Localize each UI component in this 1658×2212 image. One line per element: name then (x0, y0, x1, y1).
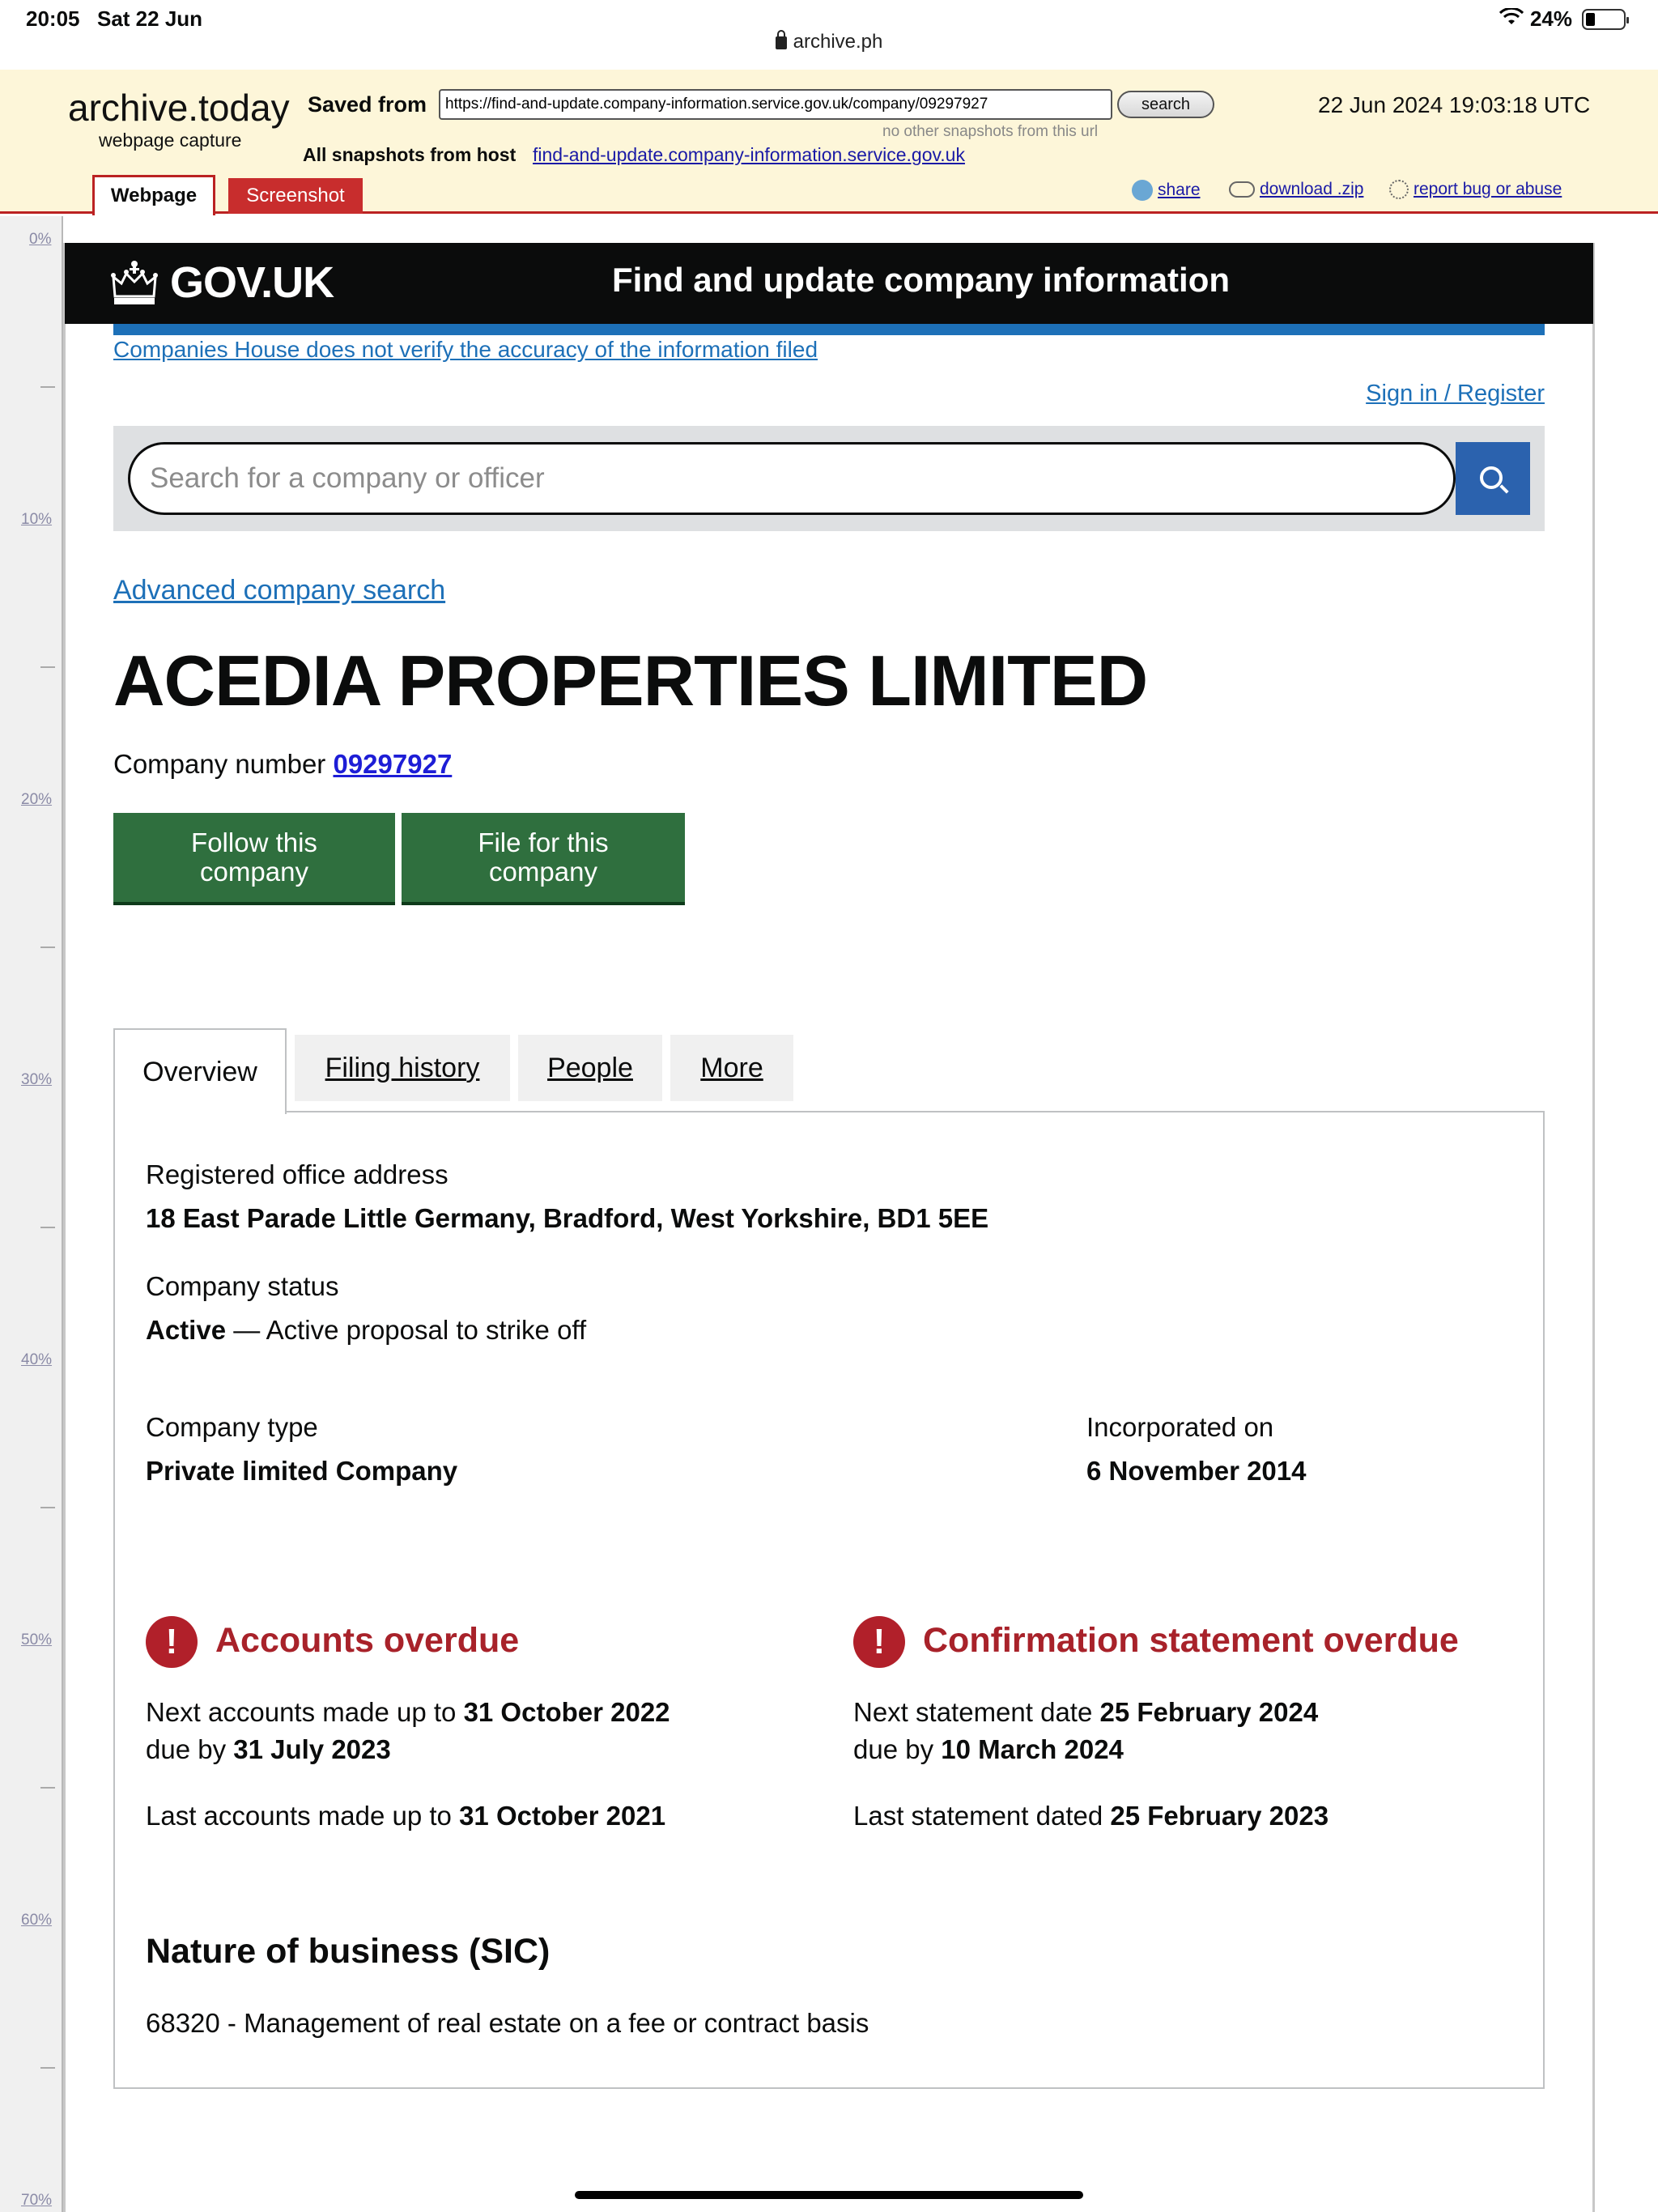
confirmation-next-date: 25 February 2024 (1099, 1697, 1319, 1727)
company-number-link[interactable]: 09297927 (333, 749, 453, 779)
header-blue-bar (113, 324, 1545, 335)
accounts-overdue-heading: Accounts overdue (215, 1621, 520, 1660)
follow-button-label: Follow this company (191, 827, 317, 887)
confirmation-last-label: Last statement dated (853, 1801, 1111, 1831)
status-row (146, 1315, 586, 1346)
status-indicators (1499, 6, 1626, 32)
accounts-next-date: 31 October 2022 (463, 1697, 670, 1727)
address-label: Registered office address (146, 1159, 449, 1189)
confirmation-due-label: due by (853, 1734, 942, 1764)
scroll-ruler (0, 216, 63, 2212)
share-label: share (1158, 181, 1201, 199)
accounts-next-label: Next accounts made up to (146, 1697, 464, 1727)
ruler-mark[interactable]: 70% (21, 2192, 53, 2209)
search-icon (1480, 466, 1503, 489)
host-link[interactable]: find-and-update.company-information.service.gov.uk (533, 144, 965, 165)
share-link[interactable] (1132, 180, 1201, 201)
ruler-tick (40, 1507, 55, 1508)
home-indicator[interactable] (575, 2191, 1083, 2199)
ruler-mark[interactable]: 60% (21, 1912, 53, 1929)
tab-filing-history[interactable]: Filing history (295, 1035, 510, 1101)
no-snapshots-note: no other snapshots from this url (882, 123, 1099, 140)
cloud-download-icon (1229, 181, 1255, 198)
confirmation-last (853, 1797, 1329, 1835)
all-snapshots-label: All snapshots from host (303, 144, 517, 165)
saved-url-input[interactable] (439, 89, 1112, 120)
ruler-tick (40, 1787, 55, 1789)
ruler-tick (40, 1227, 55, 1228)
warning-icon: ! (146, 1616, 198, 1668)
page-title: ACEDIA PROPERTIES LIMITED (113, 640, 1148, 721)
file-button-label: File for this company (478, 827, 609, 887)
report-label: report bug or abuse (1414, 180, 1562, 198)
incorporated-value: 6 November 2014 (1086, 1456, 1307, 1486)
battery-icon (1582, 9, 1626, 30)
confirmation-next (853, 1694, 1318, 1768)
confirmation-last-date: 25 February 2023 (1110, 1801, 1329, 1831)
ruler-mark[interactable]: 40% (21, 1351, 53, 1368)
wifi-icon (1499, 6, 1524, 32)
status-label: Company status (146, 1271, 339, 1301)
ruler-mark[interactable]: 10% (21, 511, 53, 528)
report-link[interactable] (1389, 180, 1562, 199)
ruler-mark[interactable]: 30% (21, 1071, 53, 1088)
govuk-header (65, 243, 1593, 324)
capture-date: 22 Jun 2024 19:03:18 UTC (1318, 92, 1591, 117)
accounts-last-date: 31 October 2021 (459, 1801, 666, 1831)
search-submit-button[interactable] (1456, 442, 1530, 515)
ruler-mark[interactable]: 50% (21, 1631, 53, 1648)
ruler-tick (40, 386, 55, 388)
incorporated-label: Incorporated on (1086, 1412, 1274, 1442)
download-label: download .zip (1260, 180, 1364, 198)
type-value: Private limited Company (146, 1456, 458, 1486)
accounts-next (146, 1694, 670, 1768)
confirmation-overdue-heading: Confirmation statement overdue (923, 1621, 1459, 1660)
tab-webpage[interactable]: Webpage (92, 175, 215, 215)
service-name[interactable]: Find and update company information (612, 261, 1231, 299)
saved-from-label: Saved from (308, 92, 427, 117)
status-detail: — Active proposal to strike off (226, 1315, 587, 1345)
ruler-tick (40, 946, 55, 948)
file-for-company-button[interactable] (402, 813, 685, 905)
status-value: Active (146, 1315, 227, 1345)
search-panel (113, 426, 1545, 531)
accounts-due-label: due by (146, 1734, 234, 1764)
govuk-logo[interactable]: GOV.UK (170, 258, 334, 307)
sign-in-link[interactable]: Sign in / Register (1366, 381, 1545, 406)
tab-people[interactable]: People (518, 1035, 662, 1101)
ruler-mark[interactable]: 0% (29, 231, 52, 248)
company-number-row (113, 749, 452, 780)
date: Sat 22 Jun (97, 6, 203, 31)
archive-search-button[interactable]: search (1117, 91, 1214, 118)
warning-icon: ! (853, 1616, 905, 1668)
status-bar (0, 0, 1658, 70)
address-text: archive.ph (793, 31, 883, 53)
bug-icon (1389, 180, 1409, 199)
ruler-mark[interactable]: 20% (21, 791, 53, 808)
accounts-last (146, 1797, 665, 1835)
company-search-input[interactable] (128, 442, 1456, 515)
address-value: 18 East Parade Little Germany, Bradford, West Yorkshire, BD1 5EE (146, 1203, 989, 1233)
confirmation-due-date: 10 March 2024 (941, 1734, 1124, 1764)
tab-screenshot[interactable]: Screenshot (228, 178, 363, 214)
confirmation-next-label: Next statement date (853, 1697, 1100, 1727)
address-bar[interactable] (0, 31, 1658, 53)
advanced-search-link[interactable]: Advanced company search (113, 575, 446, 606)
archive-subtitle: webpage capture (99, 130, 242, 151)
ruler-tick (40, 2067, 55, 2069)
clock: 20:05 (26, 6, 80, 31)
accounts-last-label: Last accounts made up to (146, 1801, 460, 1831)
battery-percent: 24% (1529, 6, 1572, 31)
type-label: Company type (146, 1412, 318, 1442)
overview-panel (113, 1111, 1545, 2089)
archive-logo[interactable]: archive.today (68, 87, 290, 129)
sic-value: 68320 - Management of real estate on a fee or contract basis (146, 2008, 869, 2038)
sic-heading: Nature of business (SIC) (146, 1932, 551, 1971)
crown-icon (110, 259, 159, 306)
company-number-label: Company number (113, 749, 326, 779)
archive-header (0, 70, 1658, 214)
accounts-due-date: 31 July 2023 (233, 1734, 391, 1764)
share-icon (1132, 180, 1153, 201)
download-link[interactable] (1229, 180, 1363, 199)
tab-more[interactable]: More (670, 1035, 793, 1101)
follow-company-button[interactable] (113, 813, 395, 905)
tab-overview[interactable]: Overview (113, 1028, 287, 1114)
accuracy-notice-link[interactable]: Companies House does not verify the accuracy of the information filed (113, 337, 818, 362)
lock-icon (776, 36, 787, 49)
ruler-tick (40, 666, 55, 668)
